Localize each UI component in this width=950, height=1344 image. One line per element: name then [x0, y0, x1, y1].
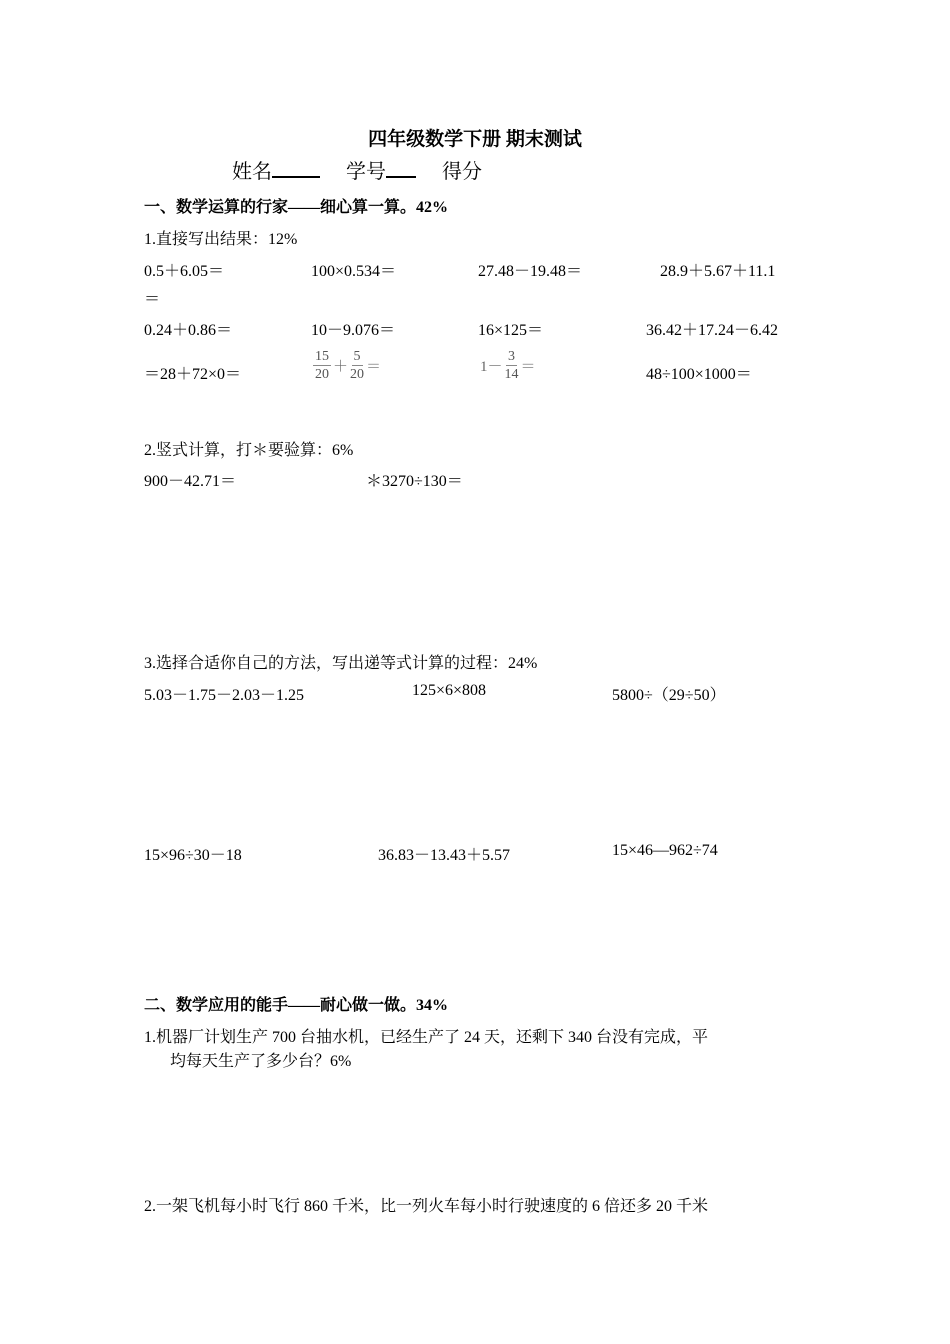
q1-item: 16×125＝ [478, 322, 544, 339]
q3-item: 5800÷（29÷50） [612, 687, 726, 704]
fraction-expression-1 [313, 348, 383, 383]
denominator: 14 [504, 367, 519, 382]
page-title: 四年级数学下册 期末测试 [368, 129, 582, 150]
problem1-line2: 均每天生产了多少台？6% [170, 1053, 352, 1070]
q1-item: 0.24＋0.86＝ [144, 322, 233, 339]
q1-item: 27.48－19.48＝ [478, 263, 583, 280]
q3-label: 3.选择合适你自己的方法，写出递等式计算的过程：24% [144, 655, 538, 672]
denominator: 20 [315, 367, 329, 382]
q1-item: ＝28＋72×0＝ [144, 366, 242, 383]
q1-item-wrap: ＝ [144, 291, 161, 308]
name-label: 姓名 [232, 161, 272, 183]
fraction [350, 348, 364, 383]
equals-sign: ＝ [366, 359, 382, 375]
plus-sign: ＋ [333, 359, 349, 375]
q3-item: 5.03－1.75－2.03－1.25 [144, 687, 305, 704]
q2-label: 2.竖式计算，打＊要验算：6% [144, 442, 354, 459]
equals-sign: ＝ [520, 359, 536, 375]
q1-item: 36.42＋17.24－6.42 [646, 322, 779, 339]
q1-label: 1.直接写出结果：12% [144, 231, 298, 248]
fraction [505, 348, 519, 383]
numerator: 5 [353, 349, 361, 364]
id-blank[interactable] [386, 158, 416, 178]
fraction-expression-2 [478, 348, 538, 383]
denominator: 20 [350, 367, 365, 382]
id-label: 学号 [346, 161, 386, 183]
numerator: 3 [508, 349, 516, 364]
problem2-line1: 2.一架飞机每小时飞行 860 千米，比一列火车每小时行驶速度的 6 倍还多 20 千米 [144, 1198, 709, 1215]
q1-item: 0.5＋6.05＝ [144, 263, 225, 280]
problem1-line1: 1.机器厂计划生产 700 台抽水机，已经生产了 24 天，还剩下 340 台没有完成，平 [144, 1029, 709, 1046]
section1-heading: 一、数学运算的行家——细心算一算。42% [144, 199, 449, 216]
q2-item: ＊3270÷130＝ [366, 473, 463, 490]
q1-item: 28.9＋5.67＋11.1 [660, 263, 776, 280]
q1-item: 10－9.076＝ [311, 322, 396, 339]
one-minus: 1－ [480, 359, 503, 375]
q3-item: 15×96÷30－18 [144, 847, 242, 864]
fraction [313, 348, 331, 383]
numerator: 15 [315, 349, 329, 364]
q3-item: 15×46—962÷74 [612, 842, 718, 859]
section2-heading: 二、数学应用的能手——耐心做一做。34% [144, 997, 449, 1014]
q2-item: 900－42.71＝ [144, 473, 237, 490]
q3-item: 125×6×808 [412, 682, 487, 699]
q3-item: 36.83－13.43＋5.57 [378, 847, 511, 864]
q1-item: 100×0.534＝ [311, 263, 397, 280]
student-info-line [232, 155, 482, 184]
q1-item: 48÷100×1000＝ [646, 366, 752, 383]
name-blank[interactable] [272, 158, 320, 178]
score-label: 得分 [442, 161, 482, 183]
